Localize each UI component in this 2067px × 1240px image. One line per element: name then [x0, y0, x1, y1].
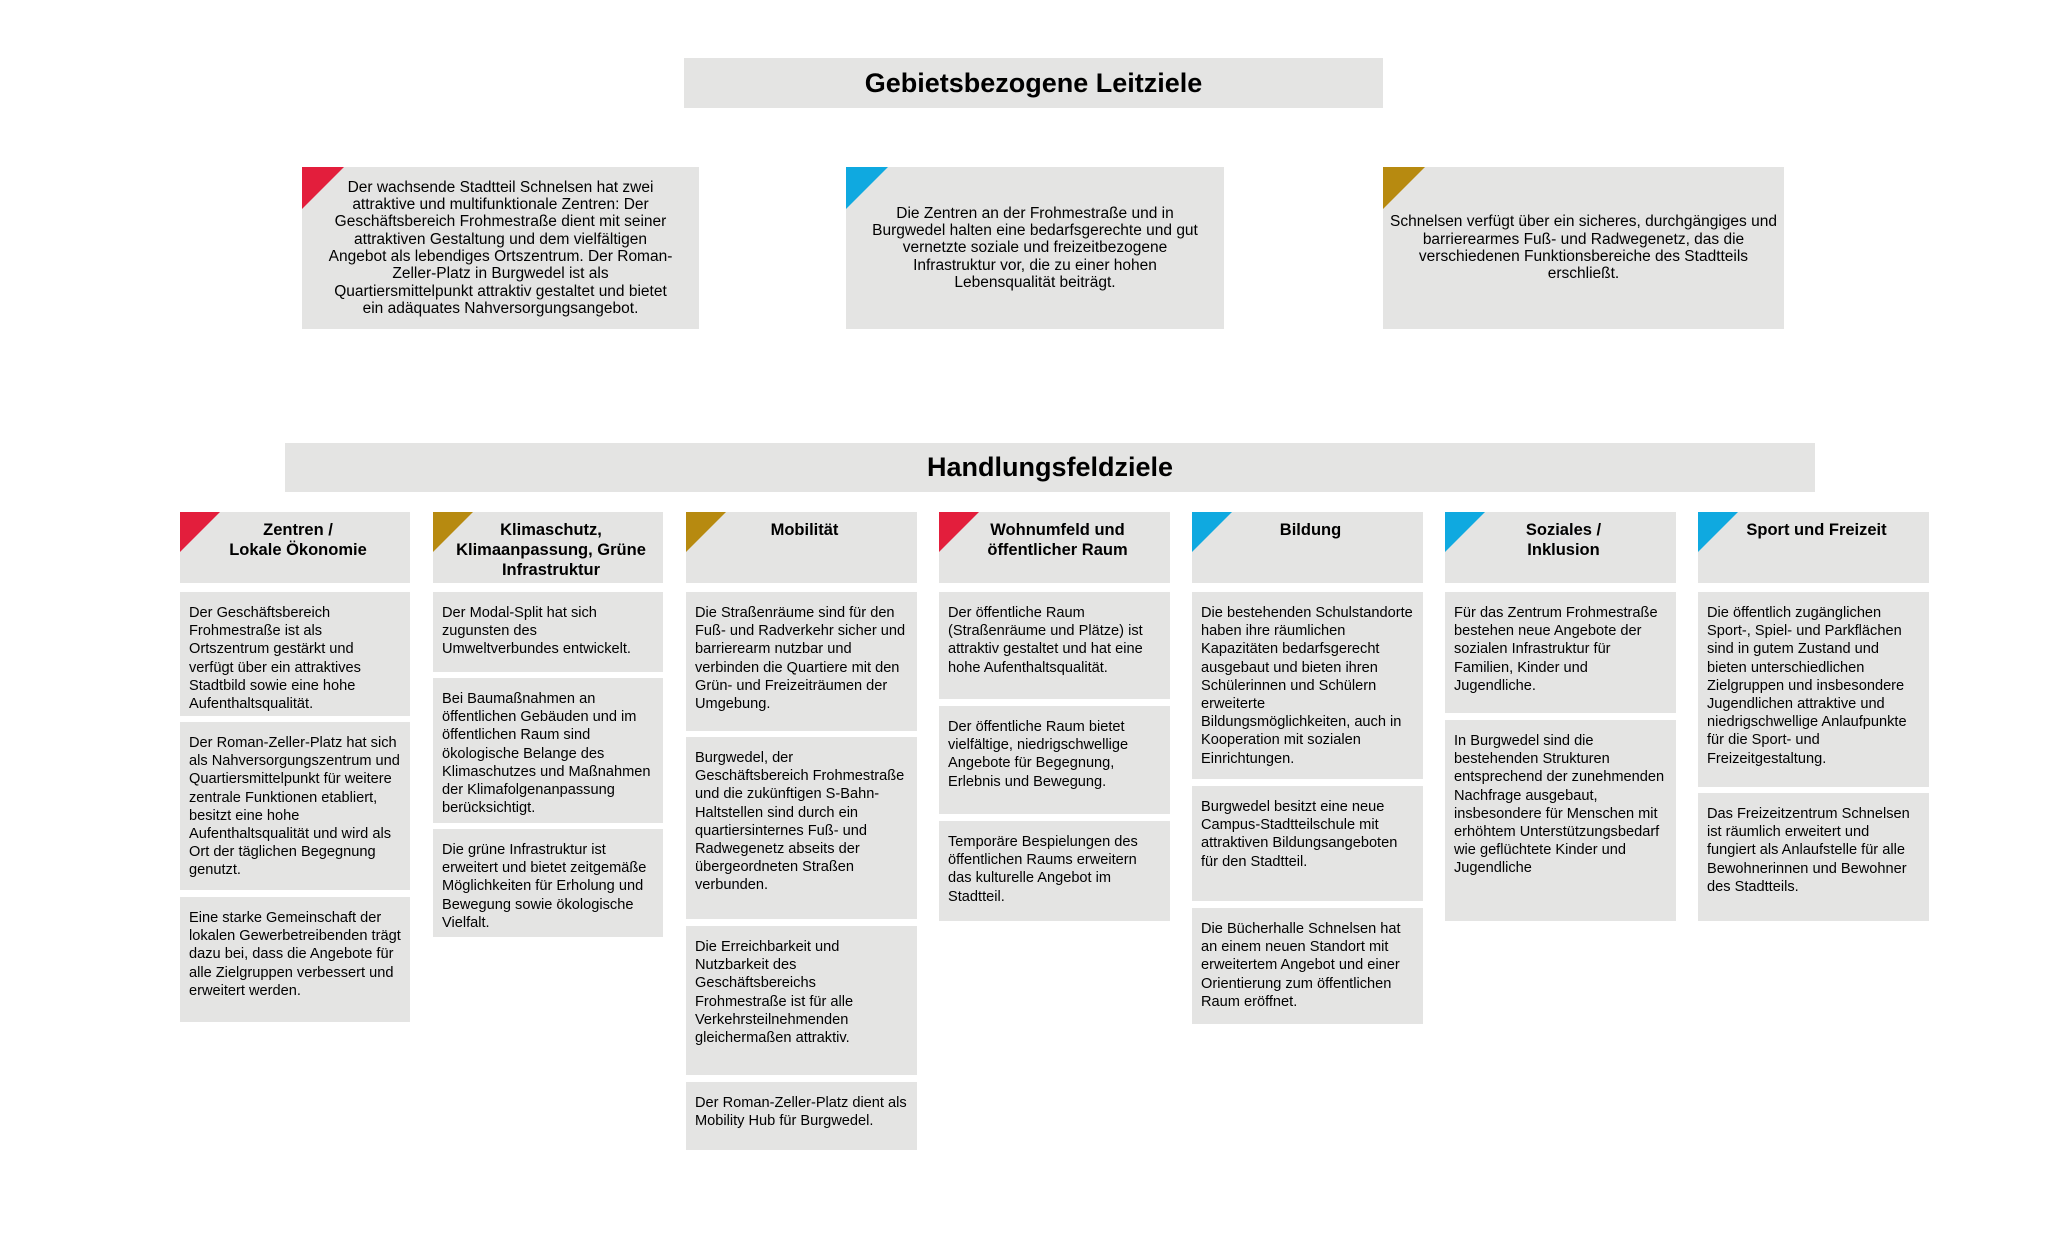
column-title: Wohnumfeld und öffentlicher Raum	[987, 521, 1128, 559]
red-corner-marker	[302, 167, 344, 209]
goal-card: In Burgwedel sind die bestehenden Strukturen entsprechend der zunehmenden Nachfrage ausgebaut, insbesondere für Menschen mit erhöhtem Unterstützungsbedarf wie geflüchtete Kinder und Jugendliche	[1445, 720, 1676, 921]
gold-corner-marker	[686, 512, 726, 552]
column-title: Klimaschutz, Klimaanpassung, Grüne Infrastruktur	[456, 521, 646, 579]
leitziel-text: Die Zentren an der Frohmestraße und in Burgwedel halten eine bedarfsgerechte und gut vernetzte soziale und freizeitbezogene Infrastruktur vor, die zu einer hohen Lebensqualität beiträgt.	[872, 204, 1198, 291]
goal-card: Der Roman-Zeller-Platz hat sich als Nahversorgungszentrum und Quartiersmittelpunkt für weitere zentrale Funktionen etabliert, besitzt eine hohe Aufenthaltsqualität und wird als Ort der täglichen Begegnung genutzt.	[180, 722, 410, 890]
goal-card: Der Roman-Zeller-Platz dient als Mobility Hub für Burgwedel.	[686, 1082, 917, 1150]
column-header-klimaschutz	[433, 512, 663, 583]
column-title: Mobilität	[770, 521, 839, 539]
handlungsfeldziele-title: Handlungsfeldziele	[285, 443, 1815, 492]
goal-card: Die Straßenräume sind für den Fuß- und Radverkehr sicher und barrierearm nutzbar und verbinden die Quartiere mit den Grün- und Freizeiträumen der Umgebung.	[686, 592, 917, 731]
goal-card: Eine starke Gemeinschaft der lokalen Gewerbetreibenden trägt dazu bei, dass die Angebote für alle Zielgruppen verbessert und erweitert werden.	[180, 897, 410, 1022]
blue-corner-marker	[1445, 512, 1485, 552]
leitziel-box-3	[1383, 167, 1784, 329]
column-title: Zentren / Lokale Ökonomie	[229, 521, 367, 559]
column-header-soziales	[1445, 512, 1676, 583]
gold-corner-marker	[433, 512, 473, 552]
red-corner-marker	[939, 512, 979, 552]
goal-card: Der öffentliche Raum bietet vielfältige, niedrigschwellige Angebote für Begegnung, Erlebnis und Bewegung.	[939, 706, 1170, 814]
goal-card: Temporäre Bespielungen des öffentlichen Raums erweitern das kulturelle Angebot im Stadtteil.	[939, 821, 1170, 921]
goal-card: Die Erreichbarkeit und Nutzbarkeit des Geschäftsbereichs Frohmestraße ist für alle Verkehrsteilnehmenden gleichermaßen attraktiv.	[686, 926, 917, 1075]
goal-card: Burgwedel besitzt eine neue Campus-Stadtteilschule mit attraktiven Bildungsangeboten für den Stadtteil.	[1192, 786, 1423, 901]
column-header-zentren	[180, 512, 410, 583]
goal-card: Der Modal-Split hat sich zugunsten des Umweltverbundes entwickelt.	[433, 592, 663, 672]
goal-card: Die grüne Infrastruktur ist erweitert und bietet zeitgemäße Möglichkeiten für Erholung und Bewegung sowie ökologische Vielfalt.	[433, 829, 663, 937]
column-title: Bildung	[1279, 521, 1342, 539]
goal-card: Bei Baumaßnahmen an öffentlichen Gebäuden und im öffentlichen Raum sind ökologische Belange des Klimaschutzes und Maßnahmen der Klimafolgenanpassung berücksichtigt.	[433, 678, 663, 823]
leitziel-box-2	[846, 167, 1224, 329]
goal-card: Der öffentliche Raum (Straßenräume und Plätze) ist attraktiv gestaltet und hat eine hohe Aufenthaltsqualität.	[939, 592, 1170, 699]
column-header-sport	[1698, 512, 1929, 583]
goal-card: Der Geschäftsbereich Frohmestraße ist als Ortszentrum gestärkt und verfügt über ein attraktives Stadtbild sowie eine hohe Aufenthaltsqualität.	[180, 592, 410, 716]
blue-corner-marker	[1192, 512, 1232, 552]
column-header-wohnumfeld	[939, 512, 1170, 583]
goal-card: Das Freizeitzentrum Schnelsen ist räumlich erweitert und fungiert als Anlaufstelle für alle Bewohnerinnen und Bewohner des Stadtteils.	[1698, 793, 1929, 921]
goal-card: Die Bücherhalle Schnelsen hat an einem neuen Standort mit erweitertem Angebot und einer Orientierung zum öffentlichen Raum eröffnet.	[1192, 908, 1423, 1024]
column-header-mobilitaet	[686, 512, 917, 583]
column-title: Soziales / Inklusion	[1525, 521, 1602, 559]
leitziel-text: Schnelsen verfügt über ein sicheres, durchgängiges und barrierearmes Fuß- und Radwegenetz, das die verschiedenen Funktionsbereiche des Stadtteils erschließt.	[1390, 213, 1777, 283]
blue-corner-marker	[846, 167, 888, 209]
goal-card: Burgwedel, der Geschäftsbereich Frohmestraße und die zukünftigen S-Bahn-Haltstellen sind durch ein quartiersinternes Fuß- und Radwegenetz abseits der übergeordneten Straßen verbunden.	[686, 737, 917, 919]
gold-corner-marker	[1383, 167, 1425, 209]
blue-corner-marker	[1698, 512, 1738, 552]
leitziel-text: Der wachsende Stadtteil Schnelsen hat zwei attraktive und multifunktionale Zentren: Der Geschäftsbereich Frohmestraße dient mit seiner attraktiven Gestaltung und dem vielfältigen Angebot als lebendiges Ortszentrum. Der Roman-Zeller-Platz in Burgwedel ist als Quartiersmittelpunkt attraktiv gestaltet und bietet ein adäquates Nahversorgungsangebot.	[328, 178, 673, 317]
column-header-bildung	[1192, 512, 1423, 583]
column-title: Sport und Freizeit	[1746, 521, 1887, 539]
red-corner-marker	[180, 512, 220, 552]
goal-card: Die bestehenden Schulstandorte haben ihre räumlichen Kapazitäten bedarfsgerecht ausgebaut und bieten ihren Schülerinnen und Schülern erweiterte Bildungsmöglichkeiten, auch in Kooperation mit sozialen Einrichtungen.	[1192, 592, 1423, 779]
goal-card: Die öffentlich zugänglichen Sport-, Spiel- und Parkflächen sind in gutem Zustand und bieten unterschiedlichen Zielgruppen und insbesondere Jugendlichen attraktive und niedrigschwellige Anlaufpunkte für die Sport- und Freizeitgestaltung.	[1698, 592, 1929, 787]
goal-card: Für das Zentrum Frohmestraße bestehen neue Angebote der sozialen Infrastruktur für Familien, Kinder und Jugendliche.	[1445, 592, 1676, 713]
leitziele-title: Gebietsbezogene Leitziele	[684, 58, 1383, 108]
leitziel-box-1	[302, 167, 699, 329]
